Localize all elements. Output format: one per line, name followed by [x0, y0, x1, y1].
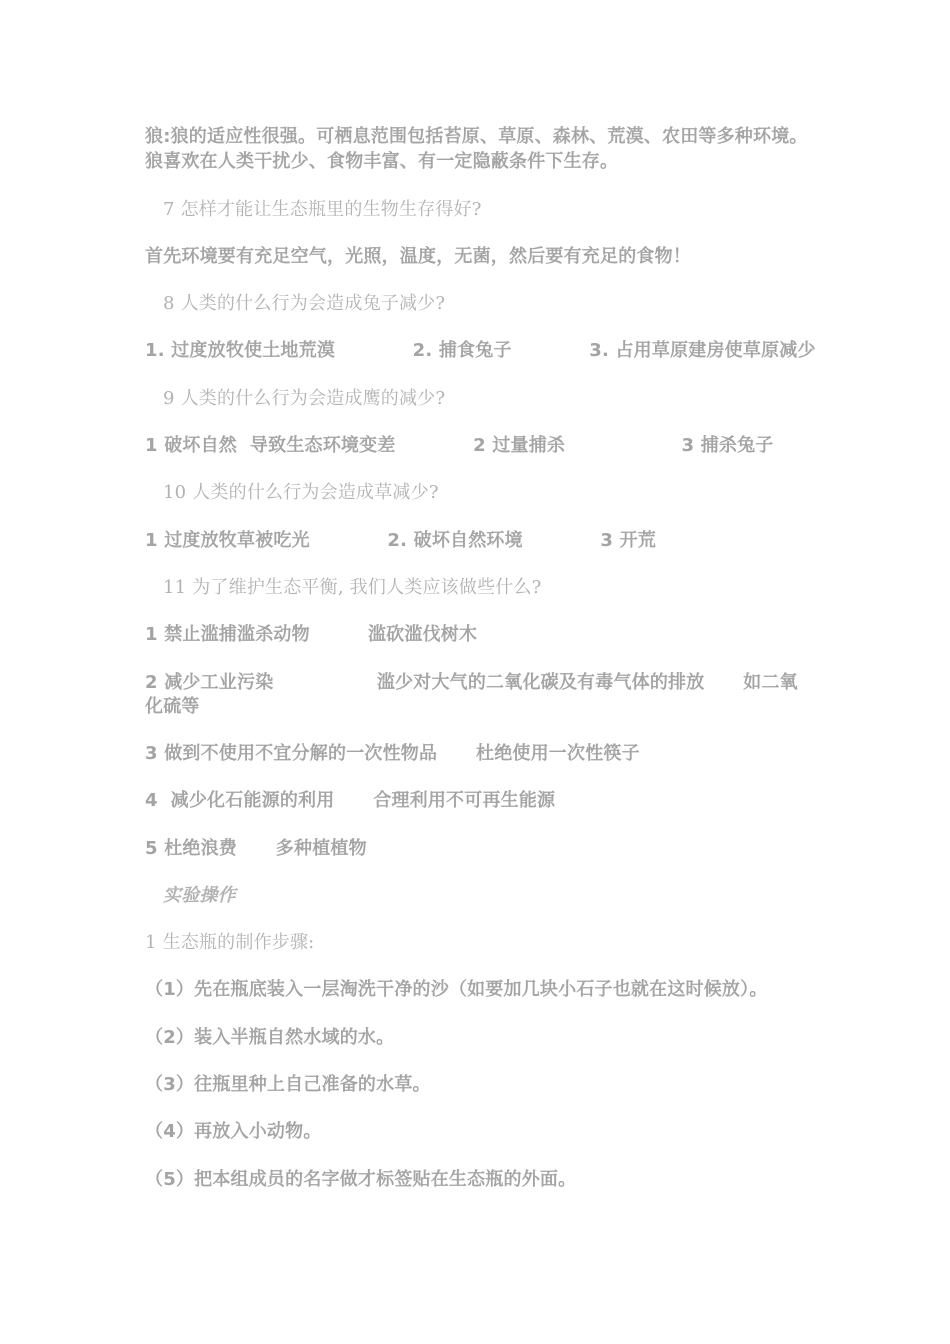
- step-1: （1）先在瓶底装入一层淘洗干净的沙（如要加几块小石子也就在这时候放）。: [145, 979, 768, 1000]
- paragraph-wolf-2: 狼喜欢在人类干扰少、食物丰富、有一定隐蔽条件下生存。: [145, 151, 619, 172]
- paragraph-wolf-1: 狼:狼的适应性很强。可栖息范围包括苔原、草原、森林、荒漠、农田等多种环境。: [145, 126, 808, 147]
- answer-11-item-2: 2 减少工业污染 滥少对大气的二氧化碳及有毒气体的排放 如二氧: [145, 672, 798, 693]
- step-4: （4）再放入小动物。: [145, 1121, 322, 1142]
- answer-11-item-2-cont: 化硫等: [145, 696, 200, 717]
- answer-11-item-1: 1 禁止滥捕滥杀动物 滥砍滥伐树木: [145, 624, 478, 645]
- steps-title: 1 生态瓶的制作步骤:: [145, 932, 315, 953]
- answer-7: 首先环境要有充足空气，光照，温度，无菌，然后要有充足的食物！: [145, 246, 691, 267]
- section-heading-experiment: 实验操作: [163, 885, 236, 906]
- question-9: 9 人类的什么行为会造成鹰的减少?: [163, 388, 446, 409]
- answer-11-item-4: 4 减少化石能源的利用 合理利用不可再生能源: [145, 790, 556, 811]
- question-10: 10 人类的什么行为会造成草减少?: [163, 482, 439, 503]
- question-7: 7 怎样才能让生态瓶里的生物生存得好?: [163, 199, 482, 220]
- question-11: 11 为了维护生态平衡, 我们人类应该做些什么?: [163, 577, 542, 598]
- step-2: （2）装入半瓶自然水域的水。: [145, 1027, 395, 1048]
- answer-9: 1 破坏自然 导致生态环境变差 2 过量捕杀 3 捕杀兔子: [145, 435, 774, 456]
- answer-11-item-5: 5 杜绝浪费 多种植植物: [145, 838, 367, 859]
- answer-11-item-3: 3 做到不使用不宜分解的一次性物品 杜绝使用一次性筷子: [145, 743, 640, 764]
- step-5: （5）把本组成员的名字做才标签贴在生态瓶的外面。: [145, 1169, 577, 1190]
- question-8: 8 人类的什么行为会造成兔子减少?: [163, 293, 446, 314]
- answer-10: 1 过度放牧草被吃光 2. 破坏自然环境 3 开荒: [145, 530, 657, 551]
- step-3: （3）往瓶里种上自己准备的水草。: [145, 1074, 431, 1095]
- answer-8: 1. 过度放牧使土地荒漠 2. 捕食兔子 3. 占用草原建房使草原减少: [145, 340, 816, 361]
